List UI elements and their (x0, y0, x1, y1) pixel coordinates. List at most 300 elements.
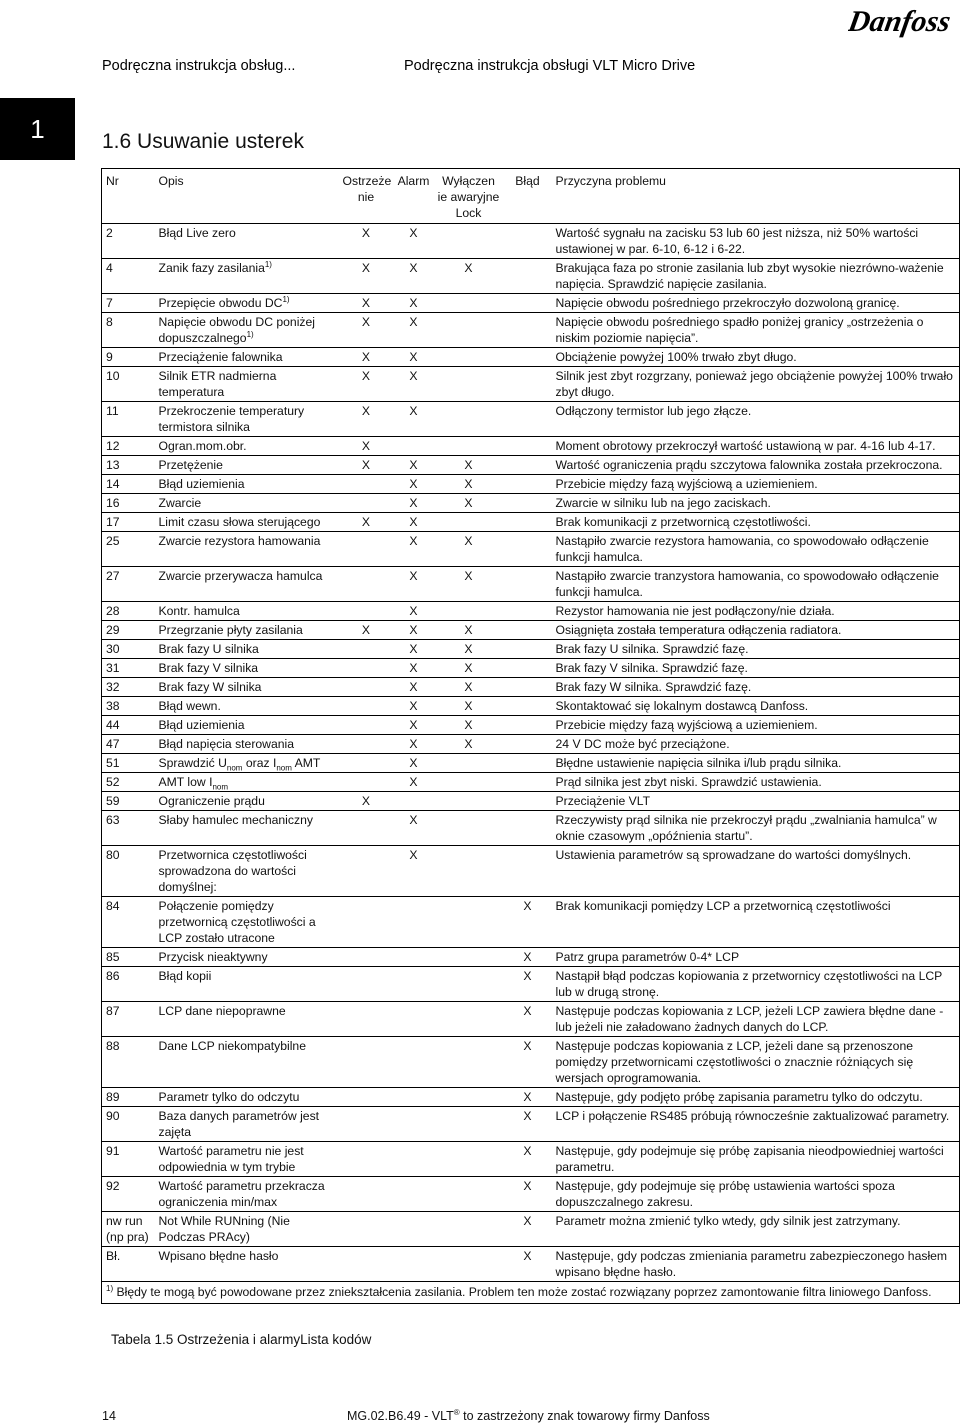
cell-opis (155, 1107, 339, 1142)
cell-nr: 84 (102, 897, 155, 948)
cell-przyczyna: Rzeczywisty prąd silnika nie przekroczył prądu „zwalniania hamulca” w oknie czasowym „opóźnienia startu”. (552, 811, 960, 846)
cell-opis (155, 659, 339, 678)
cell-alarm: X (394, 621, 434, 640)
alarm-table (101, 168, 960, 1304)
cell-opis (155, 294, 339, 313)
table-row (102, 1002, 960, 1037)
table-row (102, 367, 960, 402)
cell-przyczyna: Następuje, gdy podejmuje się próbę zapisania nieodpowiedniej wartości parametru. (552, 1142, 960, 1177)
doc-code: MG.02.B6.49 - VLT (347, 1409, 454, 1423)
opis-text: Zwarcie (158, 496, 202, 510)
opis-text: Ograniczenie prądu (158, 794, 265, 808)
cell-ostrzezenie: X (339, 313, 394, 348)
cell-przyczyna: Moment obrotowy przekroczył wartość ustawioną w par. 4-16 lub 4-17. (552, 437, 960, 456)
table-row (102, 313, 960, 348)
cell-nr: 88 (102, 1037, 155, 1088)
cell-blad: X (504, 1142, 552, 1177)
cell-alarm: X (394, 475, 434, 494)
cell-nr: 44 (102, 716, 155, 735)
trademark-text: to zastrzeżony znak towarowy firmy Danfoss (459, 1409, 710, 1423)
cell-przyczyna: LCP i połączenie RS485 próbują równocześnie zaktualizować parametry. (552, 1107, 960, 1142)
cell-ostrzezenie (339, 494, 394, 513)
cell-ostrzezenie (339, 697, 394, 716)
cell-ostrzezenie: X (339, 621, 394, 640)
header-left-title: Podręczna instrukcja obsług... (102, 58, 296, 74)
cell-blad: X (504, 1177, 552, 1212)
cell-opis (155, 259, 339, 294)
cell-przyczyna: Napięcie obwodu pośredniego przekroczyło dozwoloną granicę. (552, 294, 960, 313)
cell-przyczyna: Osiągnięta została temperatura odłączenia radiatora. (552, 621, 960, 640)
cell-ostrzezenie (339, 967, 394, 1002)
cell-nr: 13 (102, 456, 155, 475)
cell-przyczyna: Ustawienia parametrów są sprowadzane do wartości domyślnych. (552, 846, 960, 897)
cell-ostrzezenie (339, 811, 394, 846)
cell-alarm (394, 437, 434, 456)
cell-ostrzezenie: X (339, 792, 394, 811)
cell-blad: X (504, 948, 552, 967)
table-row (102, 1142, 960, 1177)
cell-blad: X (504, 1247, 552, 1282)
cell-nr: 30 (102, 640, 155, 659)
table-row (102, 224, 960, 259)
cell-wylaczenie: X (434, 735, 504, 754)
cell-ostrzezenie: X (339, 367, 394, 402)
cell-wylaczenie (434, 754, 504, 773)
opis-text: Przetwornica częstotliwości sprowadzona do wartości domyślnej: (158, 848, 307, 894)
cell-blad (504, 735, 552, 754)
opis-text: Słaby hamulec mechaniczny (158, 813, 313, 827)
opis-text: Błąd uziemienia (158, 718, 245, 732)
cell-opis (155, 697, 339, 716)
table-row (102, 456, 960, 475)
table-row (102, 437, 960, 456)
cell-alarm: X (394, 735, 434, 754)
cell-wylaczenie (434, 224, 504, 259)
cell-alarm (394, 948, 434, 967)
opis-part-a: AMT low I (158, 775, 213, 789)
header-right-title: Podręczna instrukcja obsługi VLT Micro Drive (404, 58, 696, 74)
opis-text: Wartość parametru nie jest odpowiednia w tym trybie (158, 1144, 304, 1174)
table-row (102, 948, 960, 967)
table-body (102, 224, 960, 1282)
opis-text: Zanik fazy zasilania (158, 261, 265, 275)
table-row (102, 259, 960, 294)
cell-nr: 91 (102, 1142, 155, 1177)
table-row (102, 348, 960, 367)
cell-opis (155, 754, 339, 773)
footer-trademark (347, 1409, 710, 1423)
cell-alarm: X (394, 659, 434, 678)
cell-nr: 32 (102, 678, 155, 697)
table-row (102, 716, 960, 735)
cell-wylaczenie (434, 367, 504, 402)
col-wylaczenie: Wyłączen ie awaryjne Lock (434, 169, 504, 224)
cell-opis (155, 456, 339, 475)
table-row (102, 494, 960, 513)
cell-ostrzezenie (339, 1002, 394, 1037)
cell-nr: 47 (102, 735, 155, 754)
cell-wylaczenie (434, 294, 504, 313)
cell-alarm (394, 897, 434, 948)
cell-ostrzezenie (339, 475, 394, 494)
cell-nr: Bł. (102, 1247, 155, 1282)
cell-przyczyna: Brak komunikacji pomiędzy LCP a przetwornicą częstotliwości (552, 897, 960, 948)
cell-ostrzezenie (339, 1107, 394, 1142)
table-row (102, 513, 960, 532)
cell-wylaczenie (434, 1142, 504, 1177)
col-ostrzezenie: Ostrzeże nie (339, 169, 394, 224)
cell-alarm: X (394, 846, 434, 897)
cell-opis (155, 716, 339, 735)
cell-przyczyna: Nastąpiło zwarcie tranzystora hamowania, co spowodowało odłączenie funkcji hamulca. (552, 567, 960, 602)
cell-wylaczenie (434, 348, 504, 367)
cell-nr: 25 (102, 532, 155, 567)
opis-text: Not While RUNning (Nie Podczas PRAcy) (158, 1214, 290, 1244)
cell-nr: nw run (np pra) (102, 1212, 155, 1247)
cell-ostrzezenie (339, 1177, 394, 1212)
danfoss-logo (848, 2, 958, 40)
opis-text: Baza danych parametrów jest zajęta (158, 1109, 320, 1139)
cell-przyczyna: Skontaktować się lokalnym dostawcą Danfoss. (552, 697, 960, 716)
table-row (102, 697, 960, 716)
cell-blad (504, 792, 552, 811)
cell-alarm: X (394, 348, 434, 367)
cell-wylaczenie: X (434, 716, 504, 735)
cell-opis (155, 897, 339, 948)
cell-alarm: X (394, 224, 434, 259)
cell-ostrzezenie (339, 773, 394, 792)
cell-opis (155, 846, 339, 897)
table-row (102, 659, 960, 678)
trademark-symbol: ® (453, 1407, 460, 1417)
cell-wylaczenie (434, 313, 504, 348)
cell-blad: X (504, 1107, 552, 1142)
opis-footnote-marker: 1) (264, 259, 272, 269)
cell-przyczyna: Nastąpił błąd podczas kopiowania z przetwornicy częstotliwości na LCP lub w drugą stronę. (552, 967, 960, 1002)
footnote-marker: 1) (106, 1283, 114, 1293)
table-caption: Tabela 1.5 Ostrzeżenia i alarmyLista kodów (111, 1332, 372, 1347)
cell-alarm: X (394, 402, 434, 437)
table-row (102, 754, 960, 773)
cell-przyczyna: Brakująca faza po stronie zasilania lub zbyt wysokie niezrówno-ważenie napięcia. Sprawdzić napięcie zasilania. (552, 259, 960, 294)
table-row (102, 811, 960, 846)
opis-text: Połączenie pomiędzy przetwornicą częstotliwości a LCP zostało utracone (158, 899, 316, 945)
cell-alarm: X (394, 773, 434, 792)
cell-przyczyna: Następuje, gdy podejmuje się próbę ustawienia wartości spoza dopuszczalnego zakresu. (552, 1177, 960, 1212)
cell-wylaczenie (434, 811, 504, 846)
cell-opis (155, 678, 339, 697)
cell-alarm (394, 1212, 434, 1247)
cell-alarm: X (394, 716, 434, 735)
cell-opis (155, 313, 339, 348)
cell-opis (155, 532, 339, 567)
table-row (102, 773, 960, 792)
cell-blad (504, 773, 552, 792)
cell-blad (504, 494, 552, 513)
opis-text: Limit czasu słowa sterującego (158, 515, 321, 529)
cell-blad (504, 437, 552, 456)
cell-opis (155, 567, 339, 602)
opis-text: Błąd kopii (158, 969, 212, 983)
cell-nr: 87 (102, 1002, 155, 1037)
cell-ostrzezenie (339, 602, 394, 621)
cell-alarm: X (394, 313, 434, 348)
cell-wylaczenie: X (434, 659, 504, 678)
cell-nr: 90 (102, 1107, 155, 1142)
cell-nr: 59 (102, 792, 155, 811)
opis-footnote-marker: 1) (246, 329, 254, 339)
cell-przyczyna: Przeciążenie VLT (552, 792, 960, 811)
cell-opis (155, 792, 339, 811)
cell-ostrzezenie: X (339, 348, 394, 367)
cell-nr: 29 (102, 621, 155, 640)
table-row (102, 897, 960, 948)
cell-alarm (394, 1142, 434, 1177)
table-row (102, 1088, 960, 1107)
cell-wylaczenie (434, 513, 504, 532)
cell-ostrzezenie: X (339, 224, 394, 259)
cell-nr: 31 (102, 659, 155, 678)
cell-opis (155, 948, 339, 967)
cell-wylaczenie (434, 1088, 504, 1107)
cell-przyczyna: Brak fazy V silnika. Sprawdzić fazę. (552, 659, 960, 678)
cell-ostrzezenie (339, 1212, 394, 1247)
cell-nr: 8 (102, 313, 155, 348)
cell-opis (155, 475, 339, 494)
cell-przyczyna: Przebicie między fazą wyjściową a uziemieniem. (552, 475, 960, 494)
cell-ostrzezenie (339, 1142, 394, 1177)
cell-opis (155, 402, 339, 437)
cell-nr: 2 (102, 224, 155, 259)
opis-subscript-b: nom (276, 763, 292, 773)
table-row (102, 1177, 960, 1212)
cell-blad (504, 621, 552, 640)
cell-wylaczenie (434, 1247, 504, 1282)
page-number: 14 (102, 1409, 116, 1423)
cell-nr: 9 (102, 348, 155, 367)
cell-wylaczenie (434, 792, 504, 811)
cell-przyczyna: Rezystor hamowania nie jest podłączony/nie działa. (552, 602, 960, 621)
cell-alarm (394, 967, 434, 1002)
cell-blad (504, 846, 552, 897)
cell-ostrzezenie: X (339, 456, 394, 475)
cell-alarm: X (394, 811, 434, 846)
cell-opis (155, 967, 339, 1002)
cell-ostrzezenie (339, 1088, 394, 1107)
cell-alarm: X (394, 259, 434, 294)
cell-nr: 85 (102, 948, 155, 967)
cell-przyczyna: Następuje, gdy podjęto próbę zapisania parametru tylko do odczytu. (552, 1088, 960, 1107)
cell-przyczyna: Błędne ustawienie napięcia silnika i/lub prądu silnika. (552, 754, 960, 773)
cell-blad (504, 456, 552, 475)
cell-alarm (394, 1107, 434, 1142)
cell-opis (155, 1002, 339, 1037)
opis-text: Przetężenie (158, 458, 223, 472)
cell-blad (504, 259, 552, 294)
cell-wylaczenie (434, 846, 504, 897)
cell-blad (504, 402, 552, 437)
opis-part-c: AMT (291, 756, 321, 770)
cell-nr: 89 (102, 1088, 155, 1107)
table-row (102, 678, 960, 697)
cell-nr: 4 (102, 259, 155, 294)
opis-footnote-marker: 1) (282, 294, 290, 304)
cell-blad (504, 224, 552, 259)
cell-wylaczenie (434, 1107, 504, 1142)
col-alarm: Alarm (394, 169, 434, 224)
cell-blad: X (504, 897, 552, 948)
opis-text: Błąd wewn. (158, 699, 221, 713)
cell-ostrzezenie (339, 640, 394, 659)
cell-ostrzezenie: X (339, 513, 394, 532)
cell-opis (155, 494, 339, 513)
cell-wylaczenie (434, 1177, 504, 1212)
cell-ostrzezenie: X (339, 437, 394, 456)
table-row (102, 1107, 960, 1142)
cell-alarm (394, 1247, 434, 1282)
cell-ostrzezenie (339, 735, 394, 754)
cell-nr: 7 (102, 294, 155, 313)
cell-przyczyna: Brak fazy U silnika. Sprawdzić fazę. (552, 640, 960, 659)
cell-blad: X (504, 967, 552, 1002)
table-row (102, 567, 960, 602)
cell-nr: 10 (102, 367, 155, 402)
cell-opis (155, 1142, 339, 1177)
cell-alarm: X (394, 367, 434, 402)
cell-blad (504, 313, 552, 348)
cell-wylaczenie: X (434, 621, 504, 640)
table-row (102, 402, 960, 437)
cell-alarm (394, 1088, 434, 1107)
cell-ostrzezenie (339, 567, 394, 602)
cell-wylaczenie (434, 1212, 504, 1247)
cell-ostrzezenie (339, 897, 394, 948)
opis-text: Brak fazy V silnika (158, 661, 259, 675)
cell-alarm: X (394, 567, 434, 602)
cell-blad (504, 348, 552, 367)
table-row (102, 475, 960, 494)
opis-subscript-a: nom (226, 763, 243, 773)
cell-blad: X (504, 1088, 552, 1107)
opis-text: Przycisk nieaktywny (158, 950, 268, 964)
opis-text: Brak fazy W silnika (158, 680, 262, 694)
cell-nr: 14 (102, 475, 155, 494)
cell-ostrzezenie (339, 948, 394, 967)
cell-nr: 92 (102, 1177, 155, 1212)
col-przyczyna: Przyczyna problemu (552, 169, 960, 224)
cell-opis (155, 735, 339, 754)
cell-wylaczenie: X (434, 532, 504, 567)
cell-opis (155, 1212, 339, 1247)
cell-przyczyna: Obciążenie powyżej 100% trwało zbyt długo. (552, 348, 960, 367)
opis-text: Silnik ETR nadmierna temperatura (158, 369, 277, 399)
cell-wylaczenie: X (434, 475, 504, 494)
cell-blad (504, 567, 552, 602)
col-opis: Opis (155, 169, 339, 224)
cell-blad (504, 811, 552, 846)
cell-nr: 16 (102, 494, 155, 513)
cell-ostrzezenie (339, 532, 394, 567)
cell-opis (155, 621, 339, 640)
table-footnote (102, 1282, 960, 1304)
cell-przyczyna: Przebicie między fazą wyjściową a uziemieniem. (552, 716, 960, 735)
cell-ostrzezenie (339, 1037, 394, 1088)
cell-nr: 28 (102, 602, 155, 621)
col-nr: Nr (102, 169, 155, 224)
opis-text: Kontr. hamulca (158, 604, 240, 618)
cell-blad: X (504, 1212, 552, 1247)
cell-nr: 80 (102, 846, 155, 897)
cell-blad (504, 513, 552, 532)
cell-alarm: X (394, 754, 434, 773)
cell-wylaczenie (434, 1002, 504, 1037)
cell-nr: 11 (102, 402, 155, 437)
opis-text: Brak fazy U silnika (158, 642, 259, 656)
cell-nr: 27 (102, 567, 155, 602)
cell-alarm (394, 792, 434, 811)
cell-alarm: X (394, 602, 434, 621)
cell-blad: X (504, 1037, 552, 1088)
table-footnote-row (102, 1282, 960, 1304)
opis-text: Przeciążenie falownika (158, 350, 283, 364)
chapter-tab (0, 98, 75, 160)
opis-text: Przegrzanie płyty zasilania (158, 623, 303, 637)
cell-alarm (394, 1177, 434, 1212)
cell-opis (155, 811, 339, 846)
table-row (102, 640, 960, 659)
cell-opis (155, 1247, 339, 1282)
opis-part-b: oraz I (242, 756, 277, 770)
cell-opis (155, 348, 339, 367)
cell-ostrzezenie (339, 1247, 394, 1282)
cell-wylaczenie (434, 1037, 504, 1088)
cell-alarm: X (394, 697, 434, 716)
cell-nr: 17 (102, 513, 155, 532)
cell-przyczyna: Zwarcie w silniku lub na jego zaciskach. (552, 494, 960, 513)
logo-wordmark: Danfoss (848, 4, 954, 38)
cell-opis (155, 513, 339, 532)
cell-przyczyna: Wartość ograniczenia prądu szczytowa falownika została przekroczona. (552, 456, 960, 475)
cell-przyczyna: Wartość sygnału na zacisku 53 lub 60 jest niższa, niż 50% wartości ustawionej w par. 6-10, 6-12 i 6-22. (552, 224, 960, 259)
cell-alarm: X (394, 294, 434, 313)
cell-opis (155, 602, 339, 621)
cell-wylaczenie (434, 402, 504, 437)
table-row (102, 602, 960, 621)
table-row (102, 294, 960, 313)
cell-wylaczenie: X (434, 494, 504, 513)
cell-nr: 51 (102, 754, 155, 773)
cell-alarm: X (394, 494, 434, 513)
cell-ostrzezenie (339, 754, 394, 773)
cell-wylaczenie (434, 967, 504, 1002)
cell-opis (155, 1177, 339, 1212)
cell-opis (155, 640, 339, 659)
opis-text: Błąd Live zero (158, 226, 236, 240)
cell-ostrzezenie (339, 846, 394, 897)
cell-ostrzezenie: X (339, 294, 394, 313)
cell-przyczyna: Parametr można zmienić tylko wtedy, gdy silnik jest zatrzymany. (552, 1212, 960, 1247)
opis-text: Błąd napięcia sterowania (158, 737, 295, 751)
cell-blad (504, 659, 552, 678)
col-blad: Błąd (504, 169, 552, 224)
opis-part-a: Sprawdzić U (158, 756, 227, 770)
table-row (102, 1247, 960, 1282)
cell-opis (155, 1088, 339, 1107)
opis-text: Dane LCP niekompatybilne (158, 1039, 306, 1053)
alarm-table-container (101, 168, 959, 1304)
cell-blad (504, 367, 552, 402)
cell-ostrzezenie (339, 716, 394, 735)
